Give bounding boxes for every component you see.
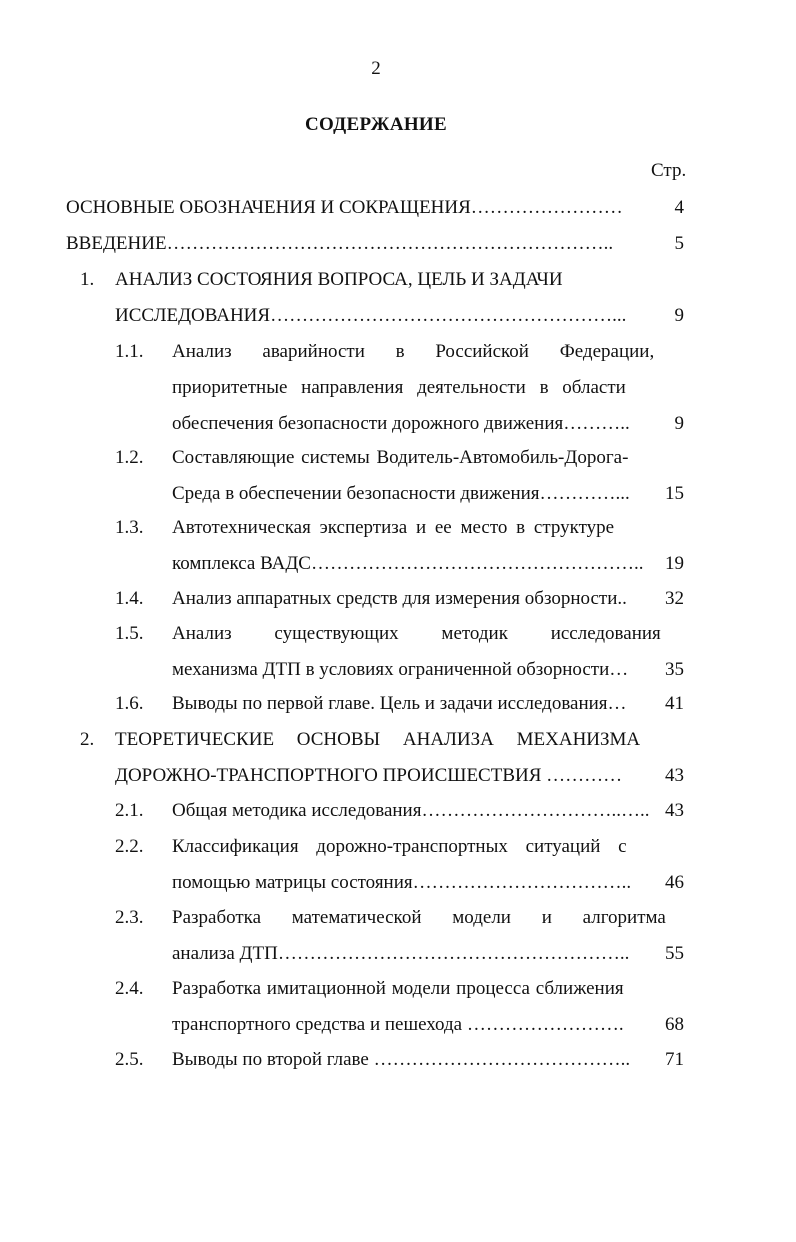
toc-entry-page: 68	[665, 1014, 684, 1035]
page-column-label: Стр.	[651, 160, 687, 181]
toc-entry-1-1[interactable]	[0, 334, 796, 442]
toc-entry-1-4[interactable]	[0, 581, 796, 617]
toc-entry-1-6[interactable]	[0, 686, 796, 722]
toc-entry-text-line: Разработка математической модели и алгоритма	[172, 907, 666, 928]
toc-entry-2-2[interactable]	[0, 829, 796, 901]
toc-entry-page: 5	[674, 233, 684, 254]
toc-entry-1-3[interactable]	[0, 510, 796, 582]
toc-entry-text-line: приоритетные направления деятельности в области	[172, 377, 626, 398]
toc-entry-number: 1.4.	[115, 588, 144, 609]
toc-entry-page: 19	[665, 553, 684, 574]
toc-entry-chapter-1[interactable]	[0, 262, 796, 334]
toc-entry-page: 46	[665, 872, 684, 893]
toc-entry-text: Выводы по первой главе. Цель и задачи исследования…	[172, 693, 627, 714]
toc-entry-text: Выводы по второй главе …………………………………..	[172, 1049, 631, 1070]
toc-entry-1-2[interactable]	[0, 440, 796, 512]
toc-entry-number: 1.1.	[115, 341, 144, 362]
toc-entry-introduction[interactable]	[0, 226, 796, 262]
toc-entry-page: 55	[665, 943, 684, 964]
toc-entry-text: ОСНОВНЫЕ ОБОЗНАЧЕНИЯ И СОКРАЩЕНИЯ……………………	[66, 197, 623, 218]
toc-entry-text-line: ТЕОРЕТИЧЕСКИЕ ОСНОВЫ АНАЛИЗА МЕХАНИЗМА	[115, 729, 641, 750]
toc-entry-number: 1.6.	[115, 693, 144, 714]
toc-entry-text: Анализ аппаратных средств для измерения обзорности..	[172, 588, 627, 609]
toc-entry-text-line: АНАЛИЗ СОСТОЯНИЯ ВОПРОСА, ЦЕЛЬ И ЗАДАЧИ	[115, 269, 563, 290]
toc-entry-number: 1.5.	[115, 623, 144, 644]
toc-entry-text-line: механизма ДТП в условиях ограниченной обзорности…	[172, 659, 629, 680]
toc-entry-text-line: помощью матрицы состояния……………………………..	[172, 872, 632, 893]
toc-entry-number: 2.3.	[115, 907, 144, 928]
toc-entry-page: 15	[665, 483, 684, 504]
toc-entry-2-1[interactable]	[0, 793, 796, 829]
toc-entry-text-line: Классификация дорожно-транспортных ситуаций с	[172, 836, 627, 857]
toc-entry-text-line: ДОРОЖНО-ТРАНСПОРТНОГО ПРОИСШЕСТВИЯ …………	[115, 765, 623, 786]
toc-entry-page: 35	[665, 659, 684, 680]
toc-entry-number: 2.5.	[115, 1049, 144, 1070]
toc-entry-text: Общая методика исследования…………………………..…..	[172, 800, 650, 821]
toc-entry-number: 2.	[80, 729, 95, 750]
toc-entry-text-line: комплекса ВАДС……………………………………………..	[172, 553, 644, 574]
toc-entry-1-5[interactable]	[0, 616, 796, 688]
toc-entry-number: 2.1.	[115, 800, 144, 821]
toc-entry-abbreviations[interactable]	[0, 190, 796, 226]
toc-entry-2-3[interactable]	[0, 900, 796, 972]
toc-entry-page: 4	[674, 197, 684, 218]
toc-entry-number: 1.	[80, 269, 95, 290]
toc-entry-page: 32	[665, 588, 684, 609]
toc-entry-text-line: Разработка имитационной модели процесса сближения	[172, 978, 624, 999]
toc-entry-number: 2.4.	[115, 978, 144, 999]
toc-entry-page: 9	[674, 413, 684, 434]
toc-entry-page: 43	[665, 800, 684, 821]
toc-entry-text-line: транспортного средства и пешехода …………………….	[172, 1014, 624, 1035]
toc-entry-text-line: Анализ существующих методик исследования	[172, 623, 661, 644]
toc-entry-number: 1.2.	[115, 447, 144, 468]
toc-entry-number: 1.3.	[115, 517, 144, 538]
toc-entry-2-4[interactable]	[0, 971, 796, 1043]
toc-title: СОДЕРЖАНИЕ	[305, 114, 447, 135]
toc-entry-text: ВВЕДЕНИЕ……………………………………………………………..	[66, 233, 614, 254]
toc-entry-text-line: ИССЛЕДОВАНИЯ………………………………………………...	[115, 305, 627, 326]
toc-entry-page: 43	[665, 765, 684, 786]
toc-entry-page: 9	[674, 305, 684, 326]
toc-entry-number: 2.2.	[115, 836, 144, 857]
toc-entry-chapter-2[interactable]	[0, 722, 796, 794]
toc-entry-text-line: Анализ аварийности в Российской Федерации,	[172, 341, 655, 362]
toc-entry-page: 71	[665, 1049, 684, 1070]
toc-entry-text-line: Составляющие системы Водитель-Автомобиль-Дорога-	[172, 447, 629, 468]
toc-entry-text-line: анализа ДТП………………………………………………..	[172, 943, 630, 964]
toc-entry-text-line: Среда в обеспечении безопасности движения…………...	[172, 483, 630, 504]
toc-entry-page: 41	[665, 693, 684, 714]
toc-entry-2-5[interactable]	[0, 1042, 796, 1078]
toc-entry-text-line: Автотехническая экспертиза и ее место в структуре	[172, 517, 615, 538]
toc-entry-text-line: обеспечения безопасности дорожного движения………..	[172, 413, 630, 434]
page-number: 2	[371, 58, 381, 79]
